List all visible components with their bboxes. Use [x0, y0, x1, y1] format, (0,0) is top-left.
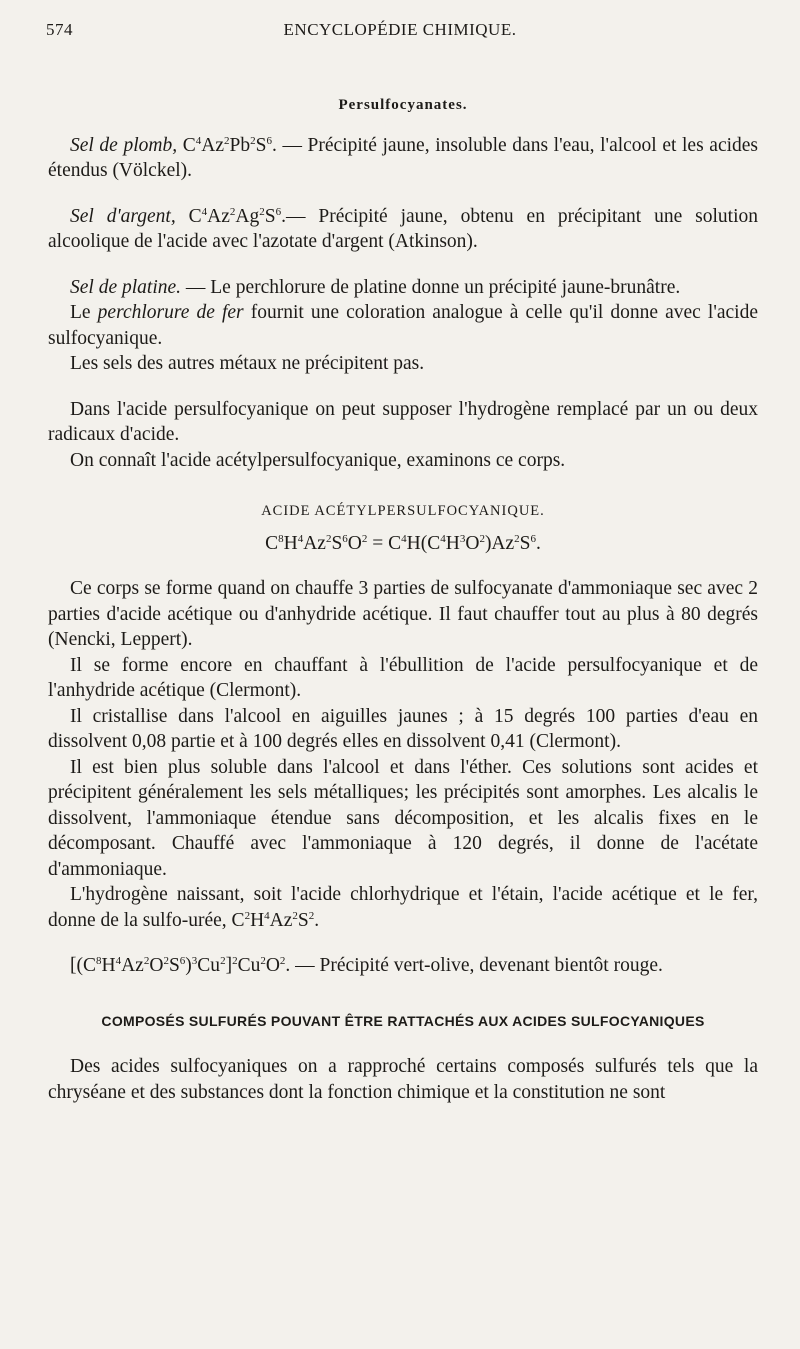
- term-sel-de-plomb: Sel de plomb,: [70, 134, 178, 156]
- paragraph-perchlorure-de-fer: Le perchlorure de fer fournit une coloration analogue à celle qu'il donne avec l'acide sulfocyanique.: [48, 302, 758, 349]
- paragraph-hydrogene-naissant: L'hydrogène naissant, soit l'acide chlorhydrique et l'étain, l'acide acétique et le fer, donne de la sulfo-urée, $C^2H^4Az^2S^2$.: [48, 884, 758, 931]
- page-number: 574: [46, 20, 73, 39]
- section-title-acide-acetylpersulfocyanique: ACIDE ACÉTYLPERSULFOCYANIQUE.: [261, 503, 545, 519]
- section-title-composes-sulfures: COMPOSÉS SULFURÉS POUVANT ÊTRE RATTACHÉS AUX ACIDES SULFOCYANIQUES: [101, 1012, 705, 1029]
- paragraph-autres-metaux: Les sels des autres métaux ne précipitent pas.: [70, 353, 425, 374]
- paragraph-final: Des acides sulfocyaniques on a rapproché certains composés sulfurés tels que la chryséane et des substances dont la fonction chimique et la constitution ne sont: [48, 1056, 758, 1103]
- paragraph-soluble: Il est bien plus soluble dans l'alcool et dans l'éther. Ces solutions sont acides et précipitent généralement les sels métalliques; les précipités sont amorphes. Les alcalis le dissolvent, l'ammoniaque étendue sans décomposition, et les alcalis fixes en le décomposant. Chauffé avec l'ammoniaque à 120 degrés, il donne de l'acétate d'ammoniaque.: [48, 756, 758, 880]
- paragraph-formation-encore: Il se forme encore en chauffant à l'ébullition de l'acide persulfocyanique et de l'anhydride acétique (Clermont).: [48, 654, 758, 701]
- paragraph-sel-de-cuivre: $[(C^8H^4Az^2O^2S^6)^3Cu^2]^2Cu^2O^2$. — Précipité vert-olive, devenant bientôt rouge.: [70, 955, 663, 976]
- page-body: [48, 93, 758, 1105]
- section-title-persulfocyanates: Persulfocyanates.: [338, 97, 468, 113]
- term-sel-d-argent: Sel d'argent,: [70, 205, 176, 227]
- paragraph-sel-de-plomb: Sel de plomb, $C^4Az^2Pb^2S^6$. — Précipité jaune, insoluble dans l'eau, l'alcool et les acides étendus (Völckel).: [48, 134, 759, 181]
- term-perchlorure-de-fer: perchlorure de fer: [97, 302, 244, 323]
- paragraph-sel-de-platine: Sel de platine. — Le perchlorure de platine donne un précipité jaune-brunâtre.: [70, 276, 681, 298]
- running-title: ENCYCLOPÉDIE CHIMIQUE.: [283, 20, 517, 39]
- paragraph-formation: Ce corps se forme quand on chauffe 3 parties de sulfocyanate d'ammoniaque sec avec 2 parties d'acide acétique ou d'anhydride acétique. Il faut chauffer tout au plus à 80 degrés (Nencki, Leppert).: [48, 578, 758, 650]
- paragraph-sel-d-argent: Sel d'argent, $C^4Az^2Ag^2S^6.—$ Précipité jaune, obtenu en précipitant une solution alcoolique de l'acide avec l'azotate d'argent (Atkinson).: [48, 205, 759, 252]
- formula-acetylpersulfocyanique: $C^8H^4Az^2S^6O^2 = C^4H(C^4H^3O^2)Az^2S^6$.: [265, 532, 541, 554]
- paragraph-supposer: Dans l'acide persulfocyanique on peut supposer l'hydrogène remplacé par un ou deux radicaux d'acide.: [48, 398, 758, 445]
- paragraph-cristallise: Il cristallise dans l'alcool en aiguilles jaunes ; à 15 degrés 100 parties d'eau en dissolvent 0,08 partie et à 100 degrés elles en dissolvent 0,41 (Clermont).: [48, 705, 758, 752]
- term-sel-de-platine: Sel de platine.: [70, 276, 182, 298]
- paragraph-on-connait: On connaît l'acide acétylpersulfocyanique, examinons ce corps.: [70, 449, 566, 471]
- running-header: [42, 20, 758, 50]
